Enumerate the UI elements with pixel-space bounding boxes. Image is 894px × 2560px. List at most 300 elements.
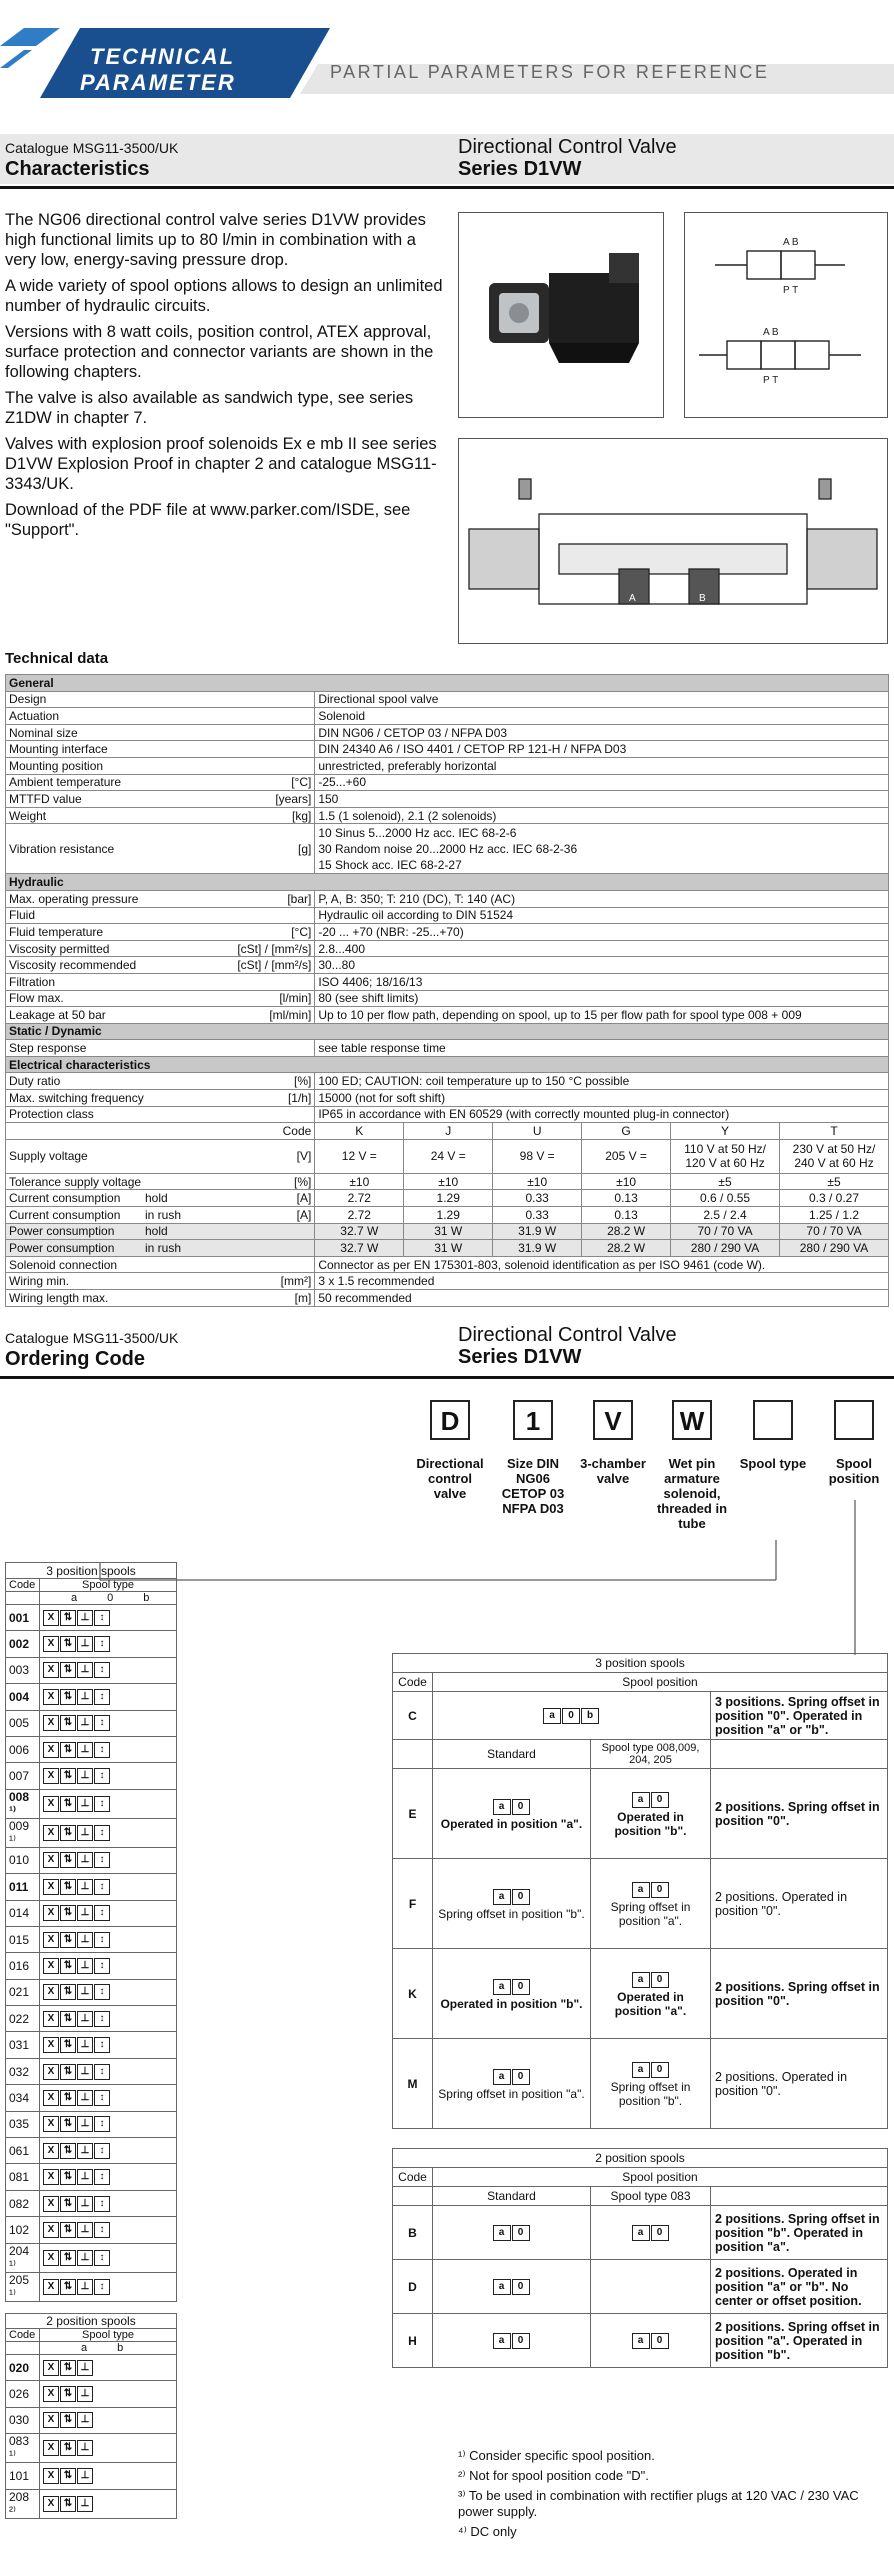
- param-unit: [°C]: [291, 924, 312, 939]
- intro-text: [5, 210, 443, 546]
- position-symbol-icon: a 0: [595, 2062, 706, 2078]
- footnote: ⁴⁾ DC only: [458, 2524, 517, 2539]
- table-row: [393, 2206, 888, 2260]
- table-row: [6, 1007, 889, 1024]
- spool-symbol-icon: X ⇅ ⊥ ↕: [43, 1879, 173, 1895]
- spool-code: 034: [6, 2085, 40, 2111]
- intro-paragraph: The NG06 directional control valve series D1VW provides high functional limits up to 80 l/min in combination with a very low, energy-saving pressure drop.: [5, 211, 426, 269]
- param-unit: [A]: [296, 1207, 312, 1222]
- intro-paragraph: Versions with 8 watt coils, position control, ATEX approval, surface protection and connector variants are shown in the following chapters.: [5, 323, 434, 381]
- footnote: ²⁾ Not for spool position code "D".: [458, 2468, 649, 2483]
- product-family: Directional Control Valve: [458, 136, 677, 158]
- table-row: [6, 1605, 177, 1631]
- table-row: [6, 2381, 177, 2407]
- param-label: Power consumption: [9, 1224, 115, 1239]
- table-row: [6, 1710, 177, 1736]
- spool-symbol-icon: X ⇅ ⊥ ↕: [43, 1825, 173, 1841]
- param-sublabel: hold: [145, 1191, 168, 1206]
- product-series: Series D1VW: [458, 158, 582, 180]
- param-value: ±10: [404, 1173, 493, 1190]
- table-row: [6, 907, 889, 924]
- position-symbol-icon: a 0 b: [437, 1708, 706, 1724]
- param-value: Solenoid: [315, 708, 889, 725]
- tech-data-table: [5, 674, 889, 1307]
- param-label: Current consumption: [9, 1207, 121, 1222]
- param-value: 280 / 290 VA: [671, 1240, 780, 1257]
- table-row: [6, 1040, 889, 1057]
- spool-symbol-icon: X ⇅ ⊥ ↕: [43, 2222, 173, 2238]
- param-label: MTTFD value: [9, 791, 82, 806]
- table-row: [6, 2355, 177, 2381]
- section-drawing: [458, 438, 888, 644]
- spool-code: 208 ²⁾: [6, 2489, 40, 2518]
- supply-row: Supply voltage [V] 12 V = 24 V = 98 V = 205 V = 110 V at 50 Hz/ 120 V at 60 Hz 230 V at 50 Hz/ 240 V at 60 Hz: [6, 1139, 889, 1173]
- table-row: [6, 890, 889, 907]
- param-unit: [l/min]: [279, 991, 312, 1006]
- param-value: -20 ... +70 (NBR: -25...+70): [315, 924, 889, 941]
- spool-symbol-icon: X ⇅ ⊥ ↕: [43, 1689, 173, 1705]
- code-label: Spool position: [828, 1456, 880, 1486]
- param-value: ISO 4406; 18/16/13: [315, 973, 889, 990]
- position-description: 2 positions. Operated in position "0".: [711, 2039, 888, 2129]
- spool-symbol-icon: X ⇅ ⊥ ↕: [43, 1768, 173, 1784]
- param-value: see table response time: [315, 1040, 889, 1057]
- spool-symbol-icon: X ⇅ ⊥ ↕: [43, 2037, 173, 2053]
- param-unit: [ml/min]: [269, 1007, 312, 1022]
- param-value: 150: [315, 791, 889, 808]
- position-code: F: [393, 1859, 433, 1949]
- table-row: [393, 2260, 888, 2314]
- param-value: 32.7 W: [315, 1223, 404, 1240]
- table-row: [6, 1090, 889, 1107]
- spool-symbol-icon: X ⇅ ⊥ ↕: [43, 1905, 173, 1921]
- param-value: 0.13: [582, 1207, 671, 1224]
- position-code: C: [393, 1692, 433, 1740]
- svg-text:B: B: [699, 593, 706, 604]
- param-value: IP65 in accordance with EN 60529 (with correctly mounted plug-in connector): [315, 1106, 889, 1123]
- position-symbol-icon: a 0: [595, 1972, 706, 1988]
- table-row: [6, 1190, 889, 1207]
- position-symbol-icon: a 0: [595, 1882, 706, 1898]
- param-label: Wiring length max.: [9, 1290, 109, 1305]
- spool-symbol-icon: X ⇅ ⊥: [43, 2360, 173, 2376]
- svg-text:A B: A B: [763, 327, 779, 338]
- spool-symbol-icon: X ⇅ ⊥: [43, 2496, 173, 2512]
- code-box: [753, 1400, 793, 1440]
- param-value: 30...80: [315, 957, 889, 974]
- param-label: Flow max.: [9, 991, 64, 1006]
- position-description: 2 positions. Operated in position "0".: [711, 1859, 888, 1949]
- section-row: Hydraulic: [6, 874, 889, 891]
- spool-code: 022: [6, 2006, 40, 2032]
- table-row: [6, 1207, 889, 1224]
- table-row: [6, 2085, 177, 2111]
- param-value: 2.72: [315, 1207, 404, 1224]
- param-label: Filtration: [9, 974, 56, 989]
- param-value: 28.2 W: [582, 1223, 671, 1240]
- banner-subtitle: PARTIAL PARAMETERS FOR REFERENCE: [330, 62, 770, 82]
- catalogue-label: Catalogue MSG11-3500/UK: [5, 1330, 179, 1346]
- param-value: DIN NG06 / CETOP 03 / NFPA D03: [315, 724, 889, 741]
- table-row: [6, 973, 889, 990]
- table-row: [6, 1763, 177, 1789]
- table-row: [6, 1953, 177, 1979]
- code-label: Directional control valve: [416, 1456, 484, 1501]
- table-row: [6, 1847, 177, 1873]
- param-value: unrestricted, preferably horizontal: [315, 757, 889, 774]
- spool-symbol-icon: X ⇅ ⊥ ↕: [43, 1636, 173, 1652]
- position-code: M: [393, 2039, 433, 2129]
- spool-symbol-icon: X ⇅ ⊥: [43, 2468, 173, 2484]
- spool-code: 003: [6, 1657, 40, 1683]
- code-box: [834, 1400, 874, 1440]
- position-symbol-icon: a 0: [595, 1792, 706, 1808]
- table-row: [6, 1223, 889, 1240]
- spool-table-3pos: 3 position spools Code Spool type a 0 b 001 X ⇅ ⊥ ↕ 002 X ⇅ ⊥ ↕ 003 X ⇅ ⊥ ↕ 004 X ⇅ ⊥ ↕ 005 X ⇅ ⊥ ↕ 006 X ⇅ ⊥ ↕ 007 X ⇅ ⊥ ↕ 008 ¹⁾ X ⇅ ⊥ ↕ 009 ¹⁾ X ⇅ ⊥ ↕ 010 X ⇅ ⊥ ↕ 011 X ⇅ ⊥ ↕ 014 X ⇅ ⊥ ↕ 015 X ⇅ ⊥ ↕ 016 X ⇅ ⊥ ↕ 021 X ⇅ ⊥ ↕ 022 X ⇅ ⊥ ↕ 031 X ⇅ ⊥ ↕ 032 X ⇅ ⊥ ↕ 034 X ⇅ ⊥ ↕ 035 X ⇅ ⊥ ↕ 061 X ⇅ ⊥ ↕ 081 X ⇅ ⊥ ↕ 082 X ⇅ ⊥ ↕ 102 X ⇅ ⊥ ↕ 204 ¹⁾ X ⇅ ⊥ ↕ 205 ¹⁾ X ⇅ ⊥ ↕: [5, 1562, 177, 2302]
- position-note: Operated in position "a".: [614, 1989, 687, 2018]
- spool-symbol-icon: X ⇅ ⊥ ↕: [43, 2250, 173, 2266]
- table-row: [6, 2217, 177, 2243]
- param-value: 100 ED; CAUTION: coil temperature up to 150 °C possible: [315, 1073, 889, 1090]
- table-row: [6, 724, 889, 741]
- product-series: Series D1VW: [458, 1346, 582, 1368]
- table-row: [6, 1900, 177, 1926]
- spool-code: 026: [6, 2381, 40, 2407]
- param-unit: [cSt] / [mm²/s]: [237, 958, 312, 973]
- param-unit: [1/h]: [287, 1090, 312, 1105]
- position-code: H: [393, 2314, 433, 2368]
- param-label: Design: [9, 692, 47, 707]
- table-row: [6, 2463, 177, 2489]
- param-value: 1.5 (1 solenoid), 2.1 (2 solenoids): [315, 807, 889, 824]
- param-label: Fluid temperature: [9, 924, 104, 939]
- spool-symbol-icon: X ⇅ ⊥ ↕: [43, 2169, 173, 2185]
- table-row: [393, 2039, 888, 2129]
- table-row: [6, 791, 889, 808]
- position-symbol-icon: a 0: [595, 2333, 706, 2349]
- code-label: Wet pin armature solenoid, threaded in tube: [656, 1456, 728, 1531]
- param-value: ±5: [671, 1173, 780, 1190]
- table-row: [6, 1657, 177, 1683]
- spool-position-table-3: 3 position spools Code Spool position C a 0 b 3 positions. Spring offset in position "0". Operated in position "a" or "b". Standard Spool type 008,009, 204, 205 E a 0 Operated in position "a". a 0 Operated in position "b". 2 positions. Spring offset in position "0". F a 0 Spring offset in position "b". a 0 Spring offset in position "a". 2 positions. Operated in position "0". K a 0 Operated in position "b". a 0 Operated in position "a". 2 positions. Spring offset in position "0". M a 0 Spring offset in position "a". a 0 Spring offset in position "b". 2 positions. Operated in position "0".: [392, 1653, 888, 2129]
- spool-symbol-icon: X ⇅ ⊥ ↕: [43, 2143, 173, 2159]
- table-row: [6, 2489, 177, 2518]
- spool-code: 011: [6, 1874, 40, 1900]
- spool-symbol-icon: X ⇅ ⊥ ↕: [43, 1852, 173, 1868]
- param-label: Mounting interface: [9, 742, 108, 757]
- table-row: [393, 2314, 888, 2368]
- spool-symbol-icon: X ⇅ ⊥ ↕: [43, 1610, 173, 1626]
- spool-symbol-icon: X ⇅ ⊥ ↕: [43, 1662, 173, 1678]
- param-value: ±10: [493, 1173, 582, 1190]
- param-value: 3 x 1.5 recommended: [315, 1273, 889, 1290]
- table-row: Vibration resistance [g] 10 Sinus 5...2000 Hz acc. IEC 68-2-6 30 Random noise 20...2000 Hz acc. IEC 68-2-36 15 Shock acc. IEC 68-2-27: [6, 824, 889, 874]
- position-note: Operated in position "b".: [614, 1809, 687, 1838]
- table-row: [6, 757, 889, 774]
- code-box: 1: [513, 1400, 553, 1440]
- svg-text:P T: P T: [783, 285, 799, 296]
- code-label: Spool type: [739, 1456, 807, 1471]
- param-label: Power consumption: [9, 1241, 115, 1256]
- spool-code: 061: [6, 2138, 40, 2164]
- param-value: 28.2 W: [582, 1240, 671, 1257]
- table-row: [6, 2058, 177, 2084]
- table-row: [6, 708, 889, 725]
- spool-symbol-icon: X ⇅ ⊥ ↕: [43, 2064, 173, 2080]
- param-label: Nominal size: [9, 725, 78, 740]
- spool-code: 014: [6, 1900, 40, 1926]
- param-value: 50 recommended: [315, 1290, 889, 1307]
- param-value: 0.33: [493, 1207, 582, 1224]
- param-value: 2.8...400: [315, 940, 889, 957]
- spool-code: 009 ¹⁾: [6, 1818, 40, 1847]
- table-row: [6, 2111, 177, 2137]
- footnote: ³⁾ To be used in combination with rectifier plugs at 120 VAC / 230 VAC power supply.: [458, 2488, 859, 2519]
- param-label: Wiring min.: [9, 1274, 70, 1289]
- product-photo: [458, 212, 664, 418]
- spool-symbol-icon: X ⇅ ⊥ ↕: [43, 1958, 173, 1974]
- table-row: [6, 807, 889, 824]
- spool-code: 010: [6, 1847, 40, 1873]
- section-title: Ordering Code: [5, 1348, 146, 1370]
- position-note: Operated in position "a".: [440, 1816, 583, 1831]
- divider: [0, 1376, 894, 1379]
- param-unit: [m]: [294, 1290, 312, 1305]
- position-code: B: [393, 2206, 433, 2260]
- param-label: Protection class: [9, 1107, 94, 1122]
- spool-symbol-icon: X ⇅ ⊥ ↕: [43, 1715, 173, 1731]
- position-code: K: [393, 1949, 433, 2039]
- spool-code: 021: [6, 1979, 40, 2005]
- table-row: [6, 1240, 889, 1257]
- param-value: Directional spool valve: [315, 691, 889, 708]
- spool-code: 004: [6, 1684, 40, 1710]
- param-value: 31 W: [404, 1240, 493, 1257]
- spool-code: 008 ¹⁾: [6, 1789, 40, 1818]
- param-value: 2.72: [315, 1190, 404, 1207]
- spool-symbol-icon: X ⇅ ⊥ ↕: [43, 2011, 173, 2027]
- spool-code: 016: [6, 1953, 40, 1979]
- param-value: P, A, B: 350; T: 210 (DC), T: 140 (AC): [315, 890, 889, 907]
- param-value: 32.7 W: [315, 1240, 404, 1257]
- spool-code: 205 ¹⁾: [6, 2272, 40, 2301]
- position-description: 3 positions. Spring offset in position "0". Operated in position "a" or "b".: [711, 1692, 888, 1740]
- footnote: ¹⁾ Consider specific spool position.: [458, 2448, 655, 2463]
- spool-code: 030: [6, 2407, 40, 2433]
- spool-table-2pos: 2 position spools Code Spool type a b 020 X ⇅ ⊥ 026 X ⇅ ⊥ 030 X ⇅ ⊥ 083 ¹⁾ X ⇅ ⊥ 101 X ⇅ ⊥ 208 ²⁾ X ⇅ ⊥: [5, 2313, 177, 2519]
- param-unit: [years]: [275, 791, 312, 806]
- param-value: 0.6 / 0.55: [671, 1190, 780, 1207]
- table-row: [393, 1769, 888, 1859]
- param-sublabel: hold: [145, 1224, 168, 1239]
- param-unit: [%]: [293, 1074, 312, 1089]
- spool-code: 005: [6, 1710, 40, 1736]
- param-label: Current consumption: [9, 1191, 121, 1206]
- code-box: D: [430, 1400, 470, 1440]
- position-symbol-icon: a 0: [437, 1979, 586, 1995]
- param-value: ±5: [780, 1173, 889, 1190]
- param-label: Ambient temperature: [9, 775, 122, 790]
- param-value: 0.13: [582, 1190, 671, 1207]
- param-value: 0.33: [493, 1190, 582, 1207]
- table-row: [6, 1106, 889, 1123]
- param-label: Viscosity permitted: [9, 941, 110, 956]
- intro-paragraph: Download of the PDF file at www.parker.com/ISDE, see "Support".: [5, 501, 411, 539]
- param-label: Fluid: [9, 908, 36, 923]
- table-row: [6, 2434, 177, 2463]
- code-row: Code K J U G Y T: [6, 1123, 889, 1140]
- spool-symbol-icon: X ⇅ ⊥ ↕: [43, 2279, 173, 2295]
- param-value: 31.9 W: [493, 1240, 582, 1257]
- position-symbol-icon: a 0: [437, 2279, 586, 2295]
- position-description: 2 positions. Spring offset in position "a". Operated in position "b".: [711, 2314, 888, 2368]
- tech-data-heading: Technical data: [5, 650, 109, 667]
- param-value: 31 W: [404, 1223, 493, 1240]
- table-row: [6, 1273, 889, 1290]
- position-description: 2 positions. Spring offset in position "0".: [711, 1769, 888, 1859]
- spool-symbol-icon: X ⇅ ⊥ ↕: [43, 2116, 173, 2132]
- spool-code: 102: [6, 2217, 40, 2243]
- table-row: [6, 2190, 177, 2216]
- position-code: E: [393, 1769, 433, 1859]
- position-description: 2 positions. Spring offset in position "0".: [711, 1949, 888, 2039]
- param-unit: [%]: [293, 1174, 312, 1189]
- divider: [0, 186, 894, 189]
- table-row: [6, 2164, 177, 2190]
- table-row: [6, 1789, 177, 1818]
- spool-code: 002: [6, 1631, 40, 1657]
- table-row: [6, 2006, 177, 2032]
- param-value: ±10: [315, 1173, 404, 1190]
- table-row: [6, 1256, 889, 1273]
- spool-code: 101: [6, 2463, 40, 2489]
- param-unit: [bar]: [287, 891, 312, 906]
- table-row: [6, 924, 889, 941]
- position-symbol-icon: a 0: [437, 1799, 586, 1815]
- spool-position-table-2: 2 position spools Code Spool position Standard Spool type 083 B a 0 a 0 2 positions. Spring offset in position "b". Operated in position "a". D a 0 2 positions. Operated in position "a" or "b". No center or offset position. H a 0 a 0 2 positions. Spring offset in position "a". Operated in position "b".: [392, 2148, 888, 2368]
- param-unit: [mm²]: [280, 1274, 312, 1289]
- code-box: W: [672, 1400, 712, 1440]
- param-value: 1.29: [404, 1207, 493, 1224]
- banner-title: TECHNICAL PARAMETER: [80, 44, 236, 95]
- position-note: Operated in position "b".: [440, 1996, 583, 2011]
- table-row: [6, 957, 889, 974]
- spool-symbol-icon: X ⇅ ⊥ ↕: [43, 1984, 173, 2000]
- position-description: 2 positions. Spring offset in position "b". Operated in position "a".: [711, 2206, 888, 2260]
- param-unit: [kg]: [291, 808, 312, 823]
- param-value: Connector as per EN 175301-803, solenoid identification as per ISO 9461 (code W).: [315, 1256, 889, 1273]
- param-label: Duty ratio: [9, 1074, 61, 1089]
- section-row: General: [6, 675, 889, 692]
- code-label: 3-chamber valve: [580, 1456, 646, 1486]
- spool-symbol-icon: X ⇅ ⊥: [43, 2440, 173, 2456]
- spool-code: 031: [6, 2032, 40, 2058]
- param-unit: [A]: [296, 1191, 312, 1206]
- table-row: [6, 1926, 177, 1952]
- spool-code: 007: [6, 1763, 40, 1789]
- param-unit: [cSt] / [mm²/s]: [237, 941, 312, 956]
- table-row: [6, 741, 889, 758]
- param-value: 70 / 70 VA: [671, 1223, 780, 1240]
- position-code: D: [393, 2260, 433, 2314]
- param-label: Weight: [9, 808, 47, 823]
- param-value: 1.25 / 1.2: [780, 1207, 889, 1224]
- position-note: Spring offset in position "a".: [438, 2086, 585, 2101]
- spool-symbol-icon: X ⇅ ⊥ ↕: [43, 2196, 173, 2212]
- table-row: [6, 1979, 177, 2005]
- table-row: [6, 1818, 177, 1847]
- param-label: Mounting position: [9, 758, 104, 773]
- spool-symbol-icon: X ⇅ ⊥ ↕: [43, 1932, 173, 1948]
- param-value: 80 (see shift limits): [315, 990, 889, 1007]
- position-note: Spring offset in position "b".: [610, 2079, 691, 2108]
- section-row: Static / Dynamic: [6, 1023, 889, 1040]
- symbol-diagram: [684, 212, 888, 418]
- product-family: Directional Control Valve: [458, 1324, 677, 1346]
- param-value: -25...+60: [315, 774, 889, 791]
- table-row: [6, 2032, 177, 2058]
- table-row: [6, 1173, 889, 1190]
- spool-code: 035: [6, 2111, 40, 2137]
- param-value: 70 / 70 VA: [780, 1223, 889, 1240]
- section-row: Electrical characteristics: [6, 1056, 889, 1073]
- table-row: [393, 1692, 888, 1740]
- page-title: Characteristics: [5, 158, 150, 180]
- param-value: 2.5 / 2.4: [671, 1207, 780, 1224]
- spool-symbol-icon: X ⇅ ⊥: [43, 2412, 173, 2428]
- table-row: [6, 2272, 177, 2301]
- table-row: [6, 774, 889, 791]
- spool-code: 015: [6, 1926, 40, 1952]
- spool-code: 082: [6, 2190, 40, 2216]
- spool-code: 204 ¹⁾: [6, 2243, 40, 2272]
- position-symbol-icon: a 0: [437, 1889, 586, 1905]
- code-label: Size DIN NG06 CETOP 03 NFPA D03: [501, 1456, 565, 1516]
- param-value: 15000 (not for soft shift): [315, 1090, 889, 1107]
- param-label: Max. operating pressure: [9, 891, 139, 906]
- table-row: [6, 990, 889, 1007]
- position-note: Spring offset in position "b".: [438, 1906, 585, 1921]
- spool-symbol-icon: X ⇅ ⊥ ↕: [43, 2090, 173, 2106]
- intro-paragraph: A wide variety of spool options allows to design an unlimited number of hydraulic circuits.: [5, 277, 443, 315]
- table-row: [6, 1631, 177, 1657]
- table-row: [6, 1874, 177, 1900]
- position-symbol-icon: a 0: [437, 2225, 586, 2241]
- position-description: 2 positions. Operated in position "a" or "b". No center or offset position.: [711, 2260, 888, 2314]
- param-label: Actuation: [9, 708, 60, 723]
- param-unit: [°C]: [291, 775, 312, 790]
- param-value: Up to 10 per flow path, depending on spool, up to 15 per flow path for spool type 008 + 009: [315, 1007, 889, 1024]
- param-sublabel: in rush: [145, 1207, 182, 1222]
- catalogue-label: Catalogue MSG11-3500/UK: [5, 140, 179, 156]
- param-value: ±10: [582, 1173, 671, 1190]
- table-row: [6, 2138, 177, 2164]
- param-value: Hydraulic oil according to DIN 51524: [315, 907, 889, 924]
- position-symbol-icon: a 0: [437, 2069, 586, 2085]
- svg-text:P T: P T: [763, 375, 779, 386]
- table-row: [6, 1736, 177, 1762]
- spool-code: 020: [6, 2355, 40, 2381]
- table-row: [6, 1073, 889, 1090]
- spool-code: 081: [6, 2164, 40, 2190]
- spool-symbol-icon: X ⇅ ⊥ ↕: [43, 1742, 173, 1758]
- param-label: Tolerance supply voltage: [9, 1174, 142, 1189]
- table-row: [6, 1684, 177, 1710]
- param-label: Max. switching frequency: [9, 1090, 144, 1105]
- position-symbol-icon: a 0: [595, 2225, 706, 2241]
- param-label: Viscosity recommended: [9, 958, 137, 973]
- table-row: [6, 2407, 177, 2433]
